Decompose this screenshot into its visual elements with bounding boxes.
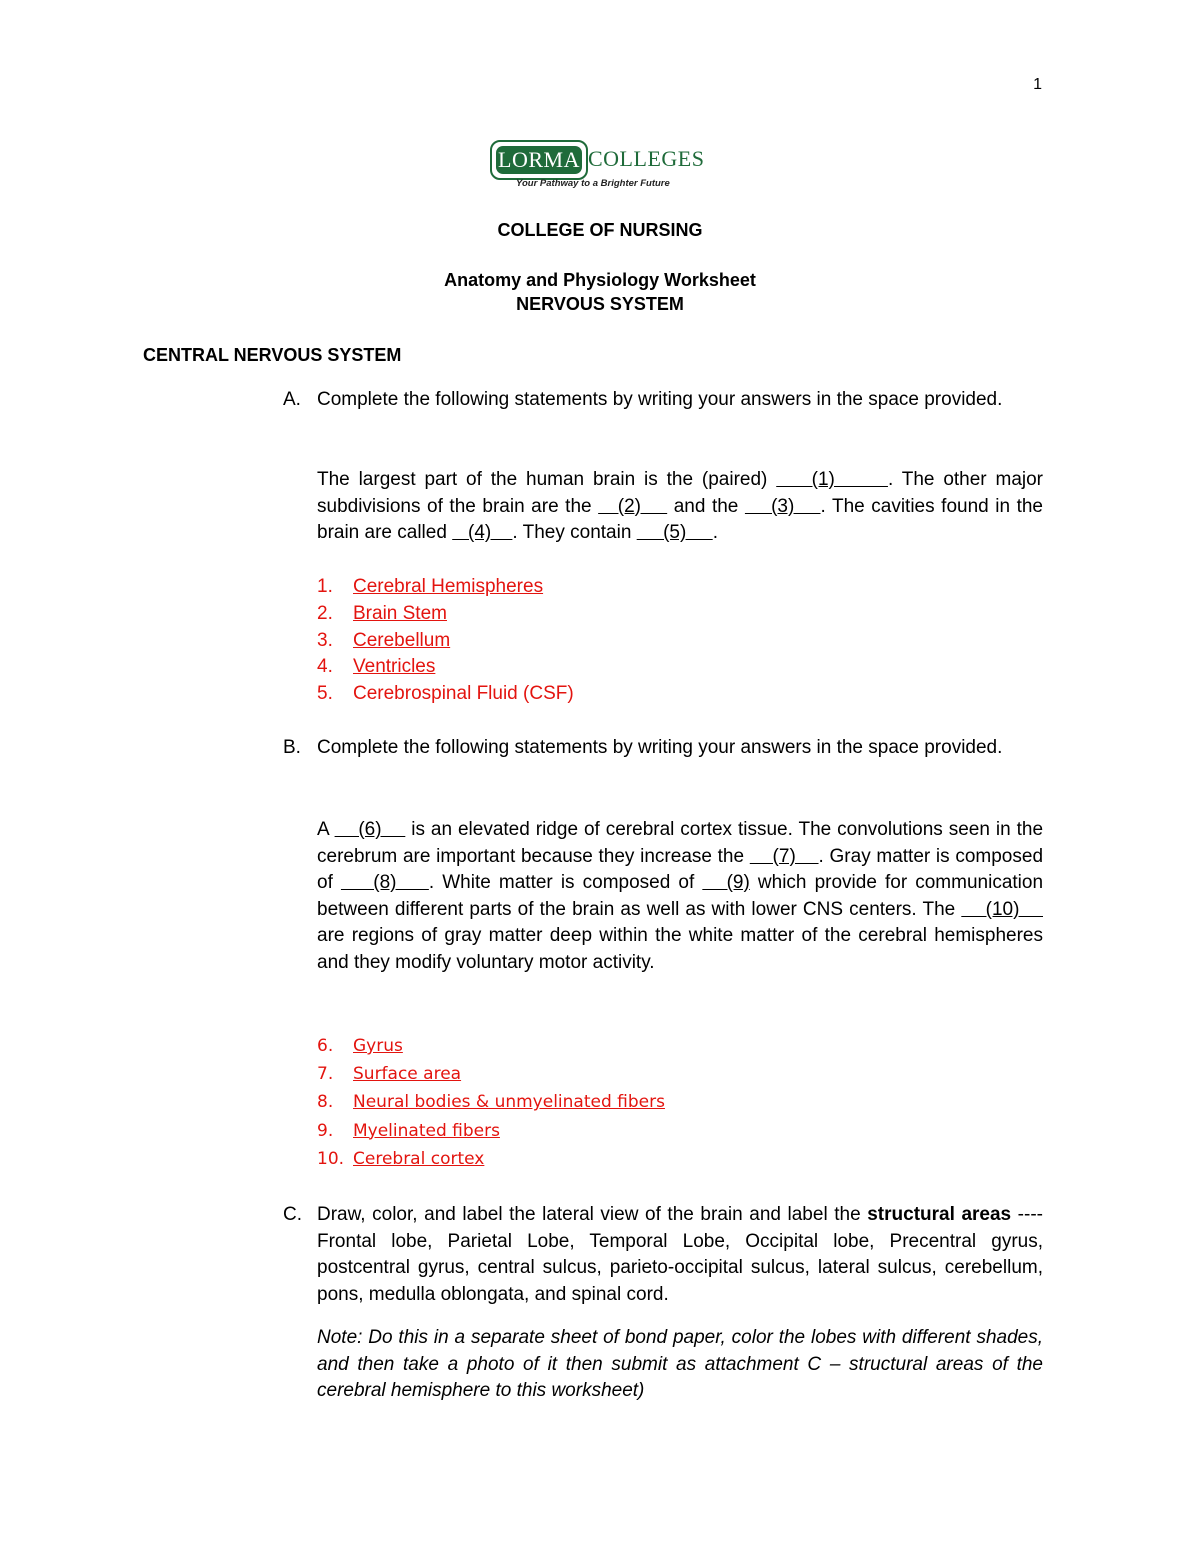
answer-blank-3: (3) (744, 495, 821, 517)
list-item (317, 1145, 665, 1173)
answer-number: 9. (317, 1120, 334, 1141)
answer-text: Neural bodies & unmyelinated fibers (353, 1092, 665, 1113)
answer-text: Cerebral Hemispheres (353, 576, 544, 597)
college-name: COLLEGE OF NURSING (497, 220, 703, 240)
answer-blank-4: (4) (452, 522, 513, 544)
answer-blank-1: (1) (776, 469, 888, 490)
text: Draw, color, and label the lateral view of the brain and label the (317, 1204, 868, 1225)
part-a-instruction: Complete the following statements by writing your answers in the space provided. (317, 389, 1003, 410)
text: A (317, 819, 335, 840)
list-item (317, 1117, 665, 1145)
text: . White matter is composed of (428, 872, 703, 894)
answer-text: Cerebral cortex (353, 1148, 485, 1169)
text: The largest part of the human brain is the (paired) (317, 469, 777, 490)
list-item (317, 574, 574, 601)
logo-tagline: Your Pathway to a Brighter Future (516, 178, 670, 189)
text: . Gray matter is composed of (317, 845, 1044, 894)
answer-text: Surface area (353, 1064, 462, 1085)
answer-number: 1. (317, 576, 333, 597)
answer-blank-10: (10) (961, 898, 1043, 920)
answer-text: Gyrus (353, 1036, 403, 1056)
logo-badge (490, 140, 588, 180)
text: . (712, 522, 718, 544)
worksheet-subtitle: NERVOUS SYSTEM (516, 294, 684, 314)
answer-number: 2. (317, 602, 333, 624)
answer-blank-9: (9) (702, 872, 750, 894)
answer-blank-7: (7) (749, 845, 819, 867)
text: are regions of gray matter deep within the white matter of the cerebral hemispheres and they modify voluntary motor activity. (317, 925, 1043, 973)
part-c-note: Note: Do this in a separate sheet of bond paper, color the lobes with different shades, and then take a photo of it then submit as attachment C – structural areas of the cerebral hemisphere to this worksheet) (317, 1327, 1043, 1402)
part-b-marker: B. (283, 737, 301, 758)
answer-number: 8. (317, 1092, 334, 1113)
list-item (317, 681, 574, 708)
part-a-paragraph (317, 467, 1043, 547)
text: is an elevated ridge of cerebral cortex tissue. The convolutions seen in the cerebrum are important because they increase the (317, 819, 1044, 867)
answer-blank-2: (2) (598, 495, 668, 517)
list-item (317, 628, 574, 655)
text: . The cavities found in the brain are called (317, 495, 1043, 544)
part-b-paragraph (317, 817, 1043, 977)
list-item (317, 654, 574, 681)
part-b-instruction: Complete the following statements by writing your answers in the space provided. (317, 737, 1003, 758)
answer-text: Brain Stem (353, 602, 447, 624)
answer-number: 10. (317, 1148, 345, 1169)
list-item (317, 1060, 665, 1088)
text: . The other major subdivisions of the brain are the (317, 469, 1043, 517)
answer-text: Myelinated fibers (353, 1120, 500, 1141)
part-b-answers (317, 1032, 665, 1173)
part-c-instruction (317, 1202, 1043, 1308)
list-item (317, 1032, 665, 1060)
answer-number: 7. (317, 1064, 334, 1085)
answer-blank-5: (5) (636, 522, 713, 544)
bold-text: structural areas (867, 1204, 1012, 1225)
lorma-colleges-logo (490, 140, 705, 192)
part-a-marker: A. (283, 389, 301, 410)
list-item (317, 1088, 665, 1116)
logo-wordmark: COLLEGES (588, 146, 705, 171)
text: . They contain (512, 522, 637, 544)
logo-badge-text: LORMA (496, 146, 582, 174)
part-c-marker: C. (283, 1204, 302, 1225)
text: and the (667, 495, 745, 517)
answer-number: 4. (317, 656, 333, 678)
text: which provide for communication between different parts of the brain as well as with lower CNS centers. The (317, 872, 1044, 920)
answer-number: 5. (317, 683, 333, 705)
answer-blank-6: (6) (334, 819, 406, 840)
worksheet-title: Anatomy and Physiology Worksheet (444, 270, 756, 290)
text: ---- Frontal lobe, Parietal Lobe, Temporal Lobe, Occipital lobe, Precentral gyrus, postcentral gyrus, central sulcus, parieto-occipital sulcus, lateral sulcus, cerebellum, pons, medulla oblongata, and spinal cord. (317, 1204, 1043, 1305)
section-heading: CENTRAL NERVOUS SYSTEM (143, 345, 402, 365)
answer-number: 6. (317, 1036, 334, 1056)
answer-text: Cerebellum (353, 629, 451, 651)
answer-text: Ventricles (353, 656, 436, 678)
answer-text: Cerebrospinal Fluid (CSF) (353, 683, 574, 705)
part-a-answers (317, 574, 574, 708)
answer-blank-8: (8) (340, 872, 429, 894)
page-number: 1 (1033, 76, 1042, 93)
answer-number: 3. (317, 629, 333, 651)
list-item (317, 601, 574, 628)
